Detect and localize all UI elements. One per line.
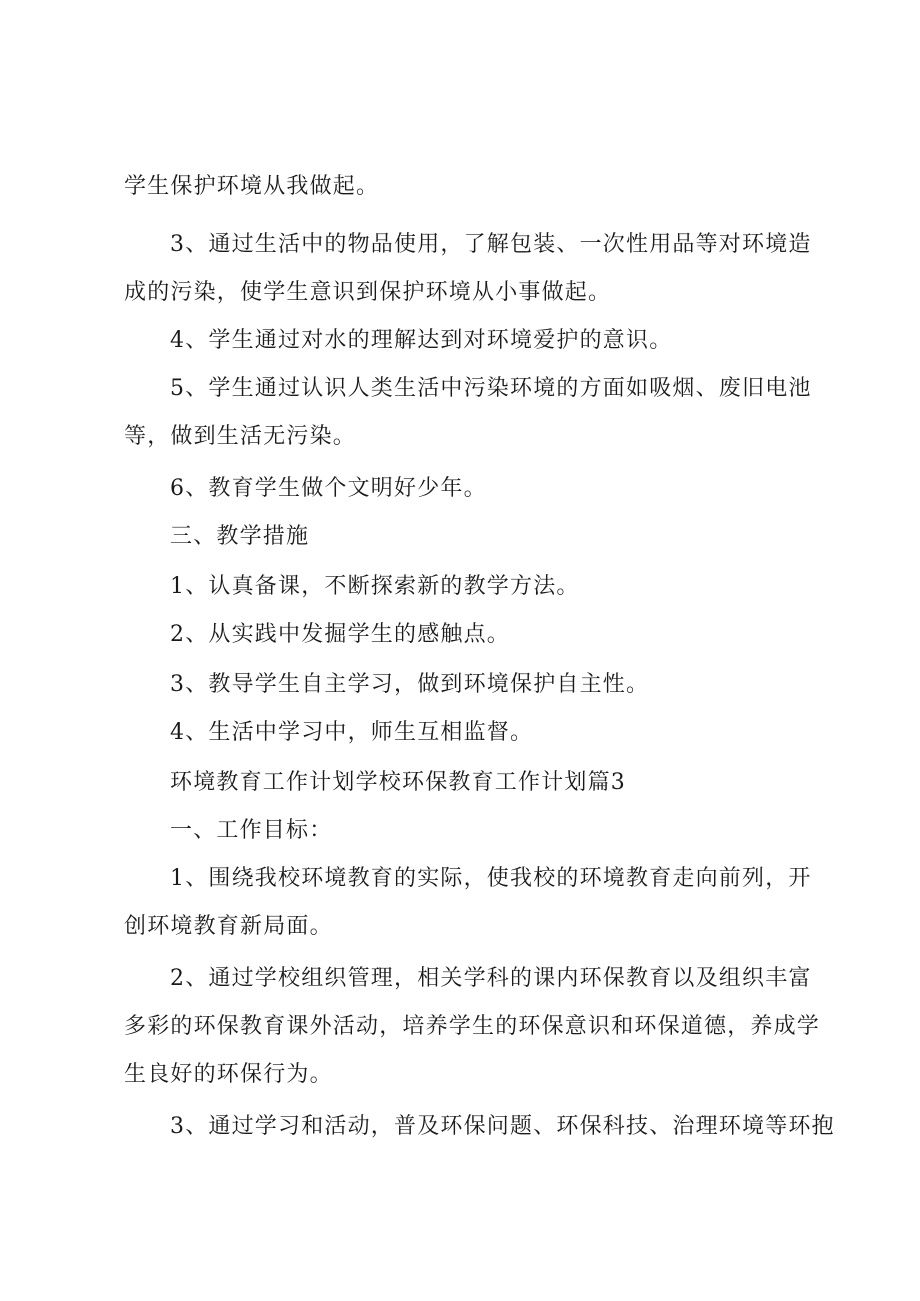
text-line: 1、围绕我校环境教育的实际，使我校的环境教育走向前列，开 xyxy=(170,866,812,891)
text-line: 2、从实践中发掘学生的感触点。 xyxy=(170,622,510,647)
text-line: 5、学生通过认识人类生活中污染环境的方面如吸烟、废旧电池 xyxy=(170,376,812,401)
text-line: 3、教导学生自主学习，做到环境保护自主性。 xyxy=(170,672,650,697)
section-heading: 一、工作目标： xyxy=(170,818,333,843)
text-line: 2、通过学校组织管理，相关学科的课内环保教育以及组织丰富 xyxy=(170,966,812,991)
text-line: 6、教育学生做个文明好少年。 xyxy=(170,476,487,501)
text-line: 创环境教育新局面。 xyxy=(124,914,333,939)
text-line: 3、通过学习和活动，普及环保问题、环保科技、治理环境等环抱 xyxy=(170,1114,835,1139)
article-title: 环境教育工作计划学校环保教育工作计划篇3 xyxy=(170,770,626,795)
text-line: 3、通过生活中的物品使用，了解包装、一次性用品等对环境造 xyxy=(170,232,812,257)
text-line: 等，做到生活无污染。 xyxy=(124,424,357,449)
text-line: 学生保护环境从我做起。 xyxy=(124,174,380,199)
text-line: 4、学生通过对水的理解达到对环境爱护的意识。 xyxy=(170,328,673,353)
text-line: 生良好的环保行为。 xyxy=(124,1062,333,1087)
text-line: 4、生活中学习中，师生互相监督。 xyxy=(170,720,534,745)
text-line: 1、认真备课，不断探索新的教学方法。 xyxy=(170,574,580,599)
text-line: 多彩的环保教育课外活动，培养学生的环保意识和环保道德，养成学 xyxy=(124,1014,821,1039)
text-line: 成的污染，使学生意识到保护环境从小事做起。 xyxy=(124,280,612,305)
section-heading: 三、教学措施 xyxy=(170,524,310,549)
